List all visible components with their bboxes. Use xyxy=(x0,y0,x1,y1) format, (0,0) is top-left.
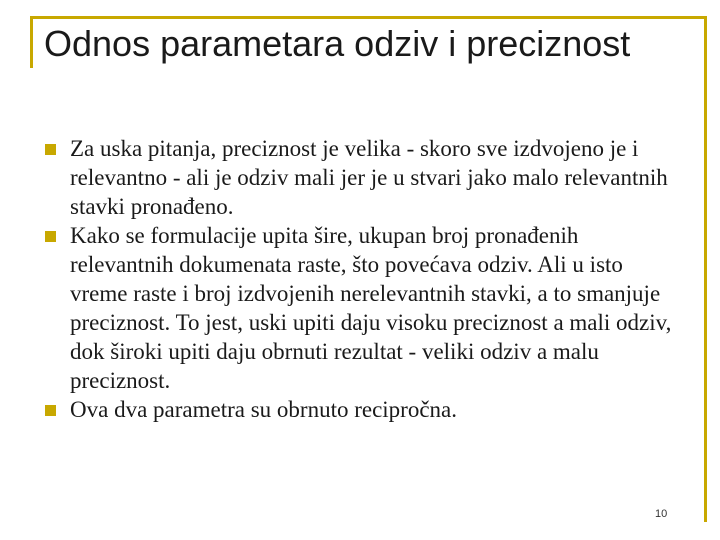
bullet-text: Za uska pitanja, preciznost je velika - skoro sve izdvojeno je i relevantno - ali je odziv mali jer je u stvari jako malo relevantnih stavki pronađeno. xyxy=(70,136,668,219)
bullet-item xyxy=(40,395,680,424)
bullet-item xyxy=(40,134,680,221)
frame-left-line xyxy=(30,16,33,68)
square-bullet-icon xyxy=(45,405,56,416)
frame-top-line xyxy=(30,16,707,19)
square-bullet-icon xyxy=(45,231,56,242)
bullet-text: Ova dva parametra su obrnuto recipročna. xyxy=(70,397,458,422)
square-bullet-icon xyxy=(45,144,56,155)
bullet-list xyxy=(40,134,680,424)
slide-title: Odnos parametara odziv i preciznost xyxy=(44,23,631,64)
page-number: 10 xyxy=(655,508,668,520)
bullet-text: Kako se formulacije upita šire, ukupan broj pronađenih relevantnih dokumenata raste, što povećava odziv. Ali u isto vreme raste i broj izdvojenih nerelevantnih stavki, a to smanjuje preciznost. To jest, uski upiti daju visoku preciznost a mali odziv, dok široki upiti daju obrnuti rezultat - veliki odziv a malu preciznost. xyxy=(70,223,672,393)
bullet-item xyxy=(40,221,680,395)
frame-right-line xyxy=(704,16,707,522)
